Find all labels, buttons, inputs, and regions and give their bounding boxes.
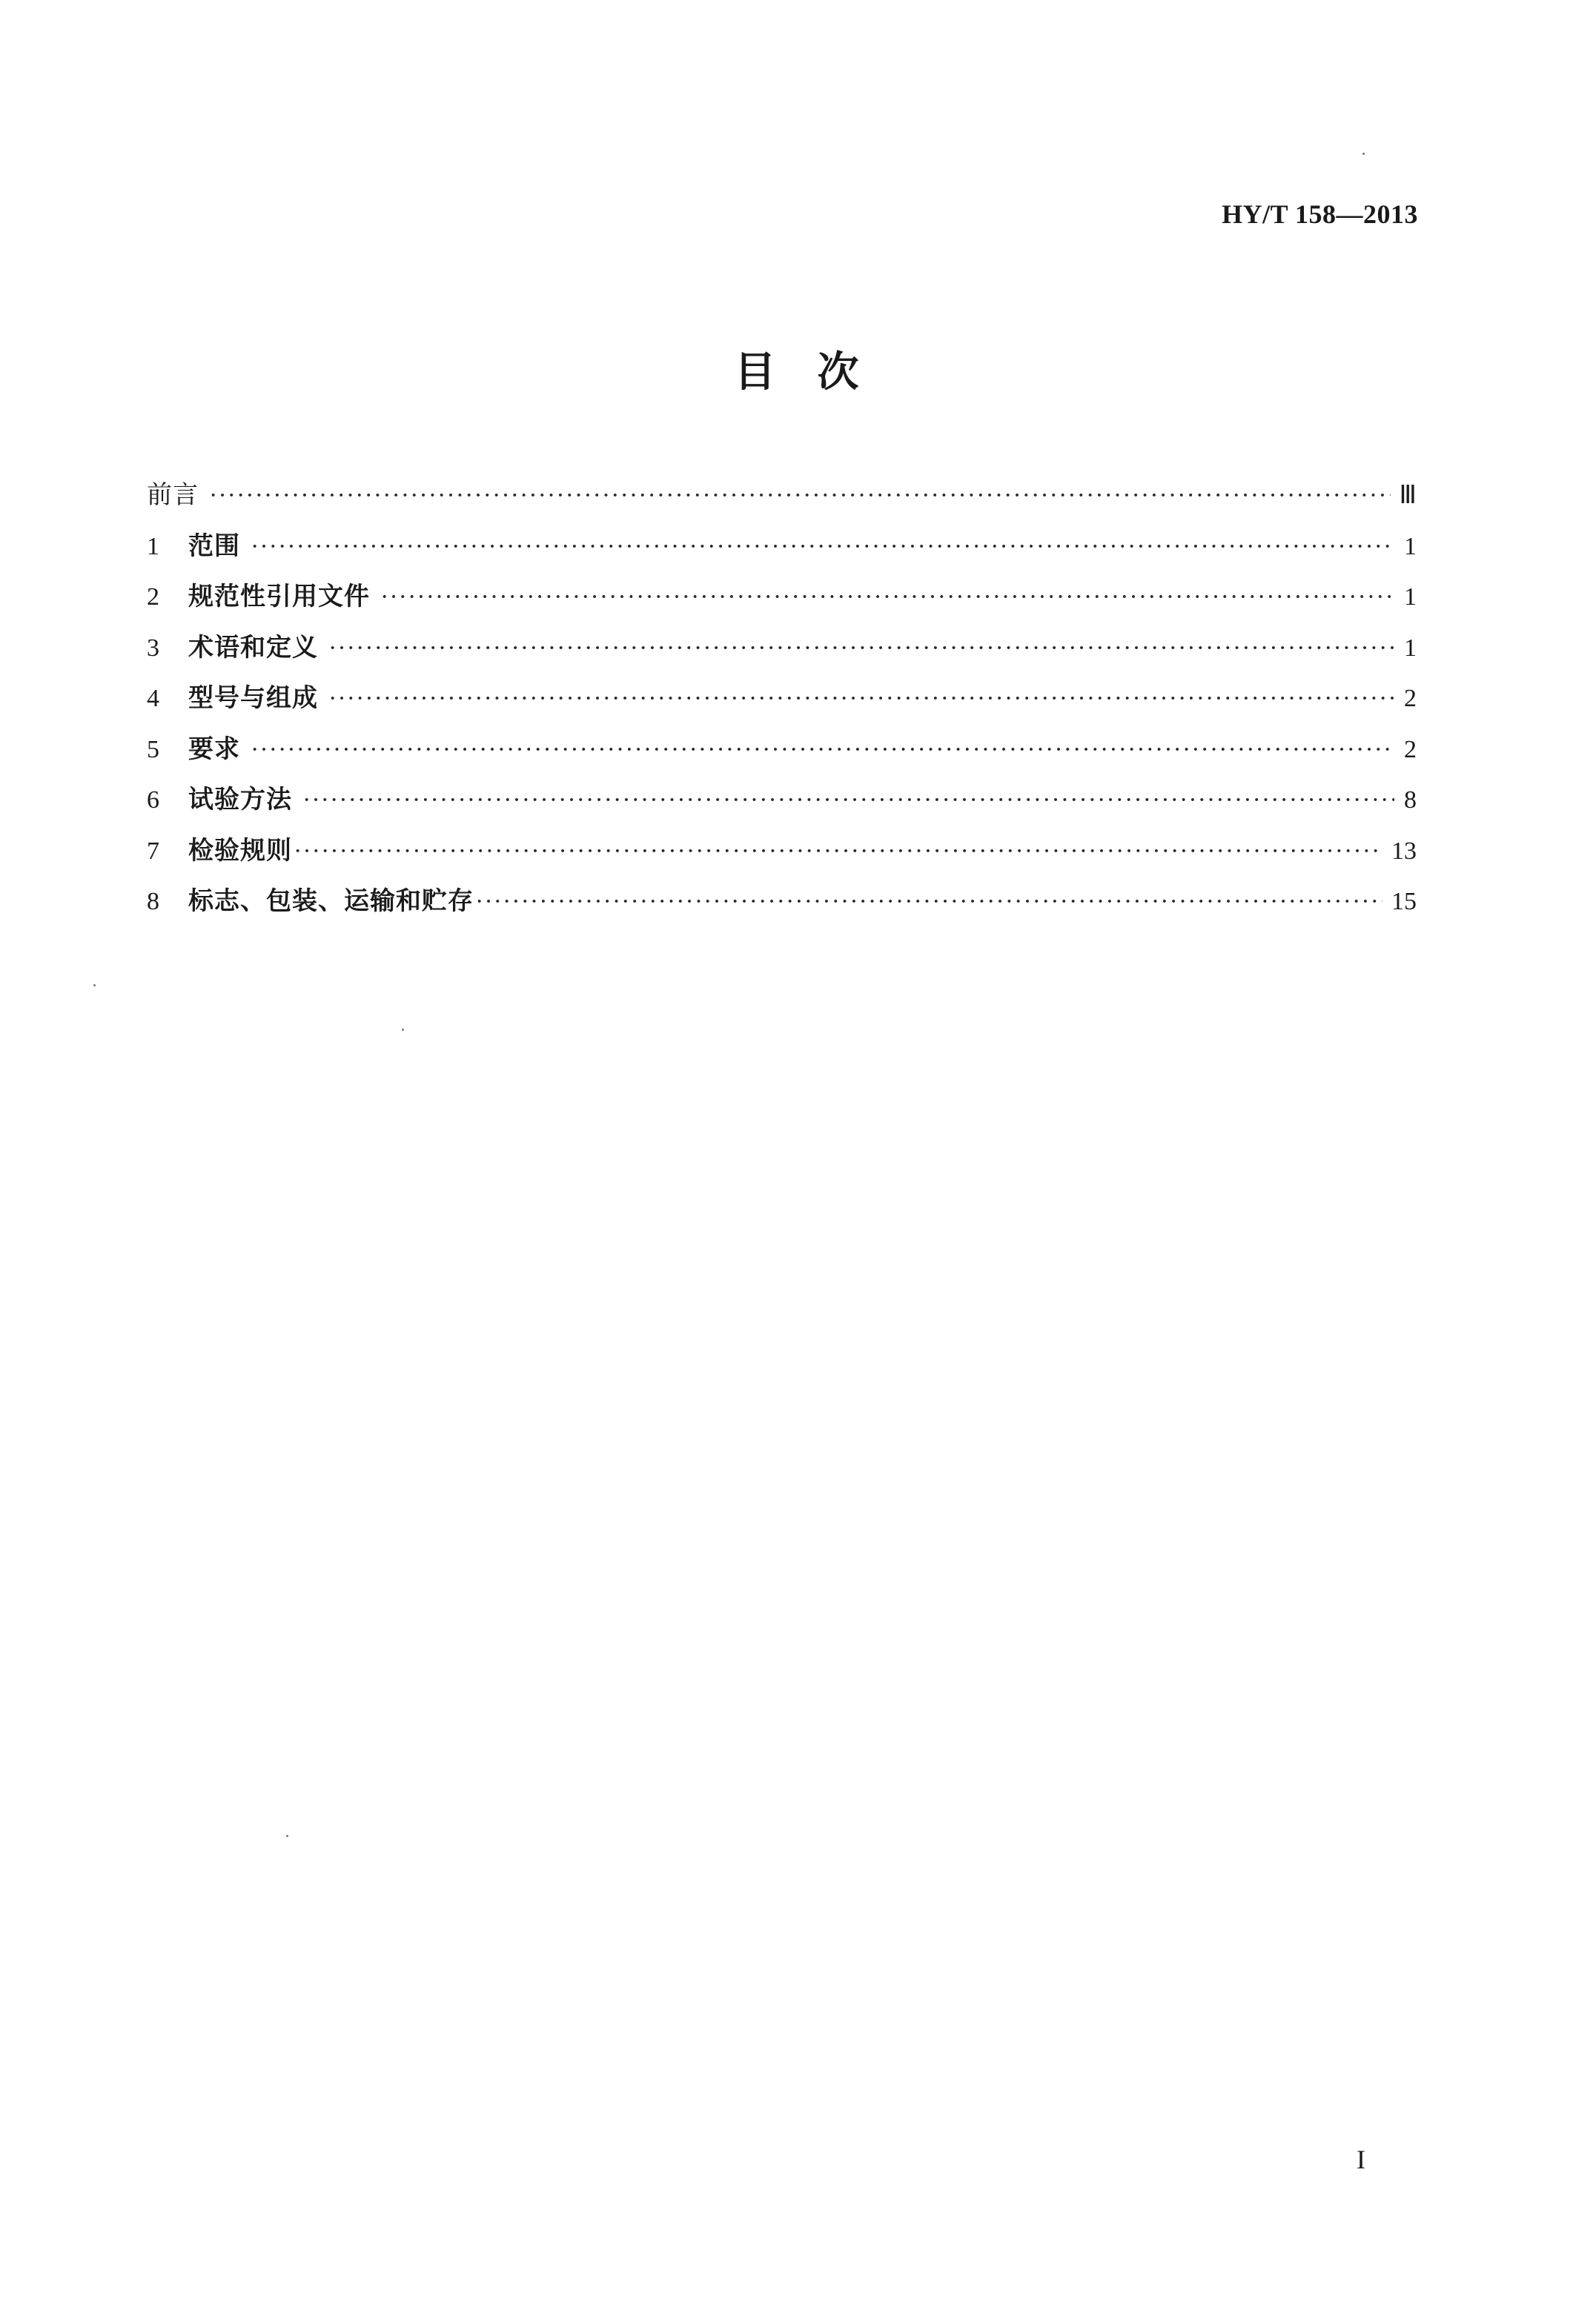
toc-entry-test-methods[interactable] <box>147 779 1417 830</box>
toc-entry-number: 4 <box>147 685 159 712</box>
page-number: I <box>1357 2145 1365 2174</box>
toc-leader-dots <box>294 837 1382 866</box>
toc-entry-number: 8 <box>147 888 159 915</box>
scan-speck <box>286 1835 288 1837</box>
toc-entry-scope[interactable] <box>147 525 1417 577</box>
toc-entry-page: 2 <box>1404 685 1417 712</box>
toc-entry-label: 规范性引用文件 <box>188 582 370 611</box>
toc-leader-dots <box>302 786 1394 814</box>
toc-entry-page: 1 <box>1404 532 1417 560</box>
toc-entry-page: 8 <box>1404 786 1417 814</box>
toc-entry-page: 1 <box>1404 634 1417 662</box>
toc-entry-number: 2 <box>147 583 159 611</box>
page-title: 目 次 <box>734 348 859 396</box>
toc-entry-page: 2 <box>1404 735 1417 763</box>
toc-entry-label: 要求 <box>188 734 240 764</box>
toc-leader-dots <box>251 533 1394 561</box>
toc-leader-dots <box>328 634 1394 663</box>
toc-entry-normative-references[interactable] <box>147 576 1417 627</box>
scan-speck <box>93 984 96 986</box>
toc-entry-number: 6 <box>147 786 159 814</box>
toc-entry-page: Ⅲ <box>1399 482 1417 509</box>
toc-entry-label: 型号与组成 <box>188 683 318 713</box>
standard-code: HY/T 158—2013 <box>1222 199 1418 229</box>
toc-entry-label: 试验方法 <box>188 785 292 814</box>
toc-entry-label: 范围 <box>188 531 240 561</box>
toc-entry-page: 15 <box>1391 888 1417 915</box>
toc-entry-models[interactable] <box>147 677 1417 728</box>
toc-leader-dots <box>328 685 1394 713</box>
toc-entry-page: 13 <box>1391 837 1417 865</box>
toc-entry-page: 1 <box>1404 583 1417 611</box>
toc-entry-label: 标志、包装、运输和贮存 <box>188 886 474 916</box>
toc-leader-dots <box>251 736 1394 764</box>
toc-entry-number: 7 <box>147 837 159 865</box>
toc-entry-inspection-rules[interactable] <box>147 830 1417 881</box>
toc-entry-marking-packaging[interactable] <box>147 880 1417 932</box>
toc-entry-label: 检验规则 <box>188 835 292 866</box>
toc-entry-number: 3 <box>147 634 159 662</box>
toc-entry-label: 术语和定义 <box>188 632 318 663</box>
toc-entry-preface[interactable] <box>147 474 1417 525</box>
toc-entry-terms[interactable] <box>147 627 1417 678</box>
table-of-contents <box>147 474 1417 932</box>
toc-leader-dots <box>209 482 1391 510</box>
toc-entry-number: 5 <box>147 735 159 763</box>
scan-speck <box>402 1029 404 1031</box>
toc-entry-requirements[interactable] <box>147 728 1417 780</box>
scan-speck <box>1362 153 1365 155</box>
toc-entry-number: 1 <box>147 532 159 560</box>
toc-entry-label: 前言 <box>147 480 199 510</box>
toc-leader-dots <box>380 583 1394 611</box>
toc-leader-dots <box>475 888 1382 916</box>
